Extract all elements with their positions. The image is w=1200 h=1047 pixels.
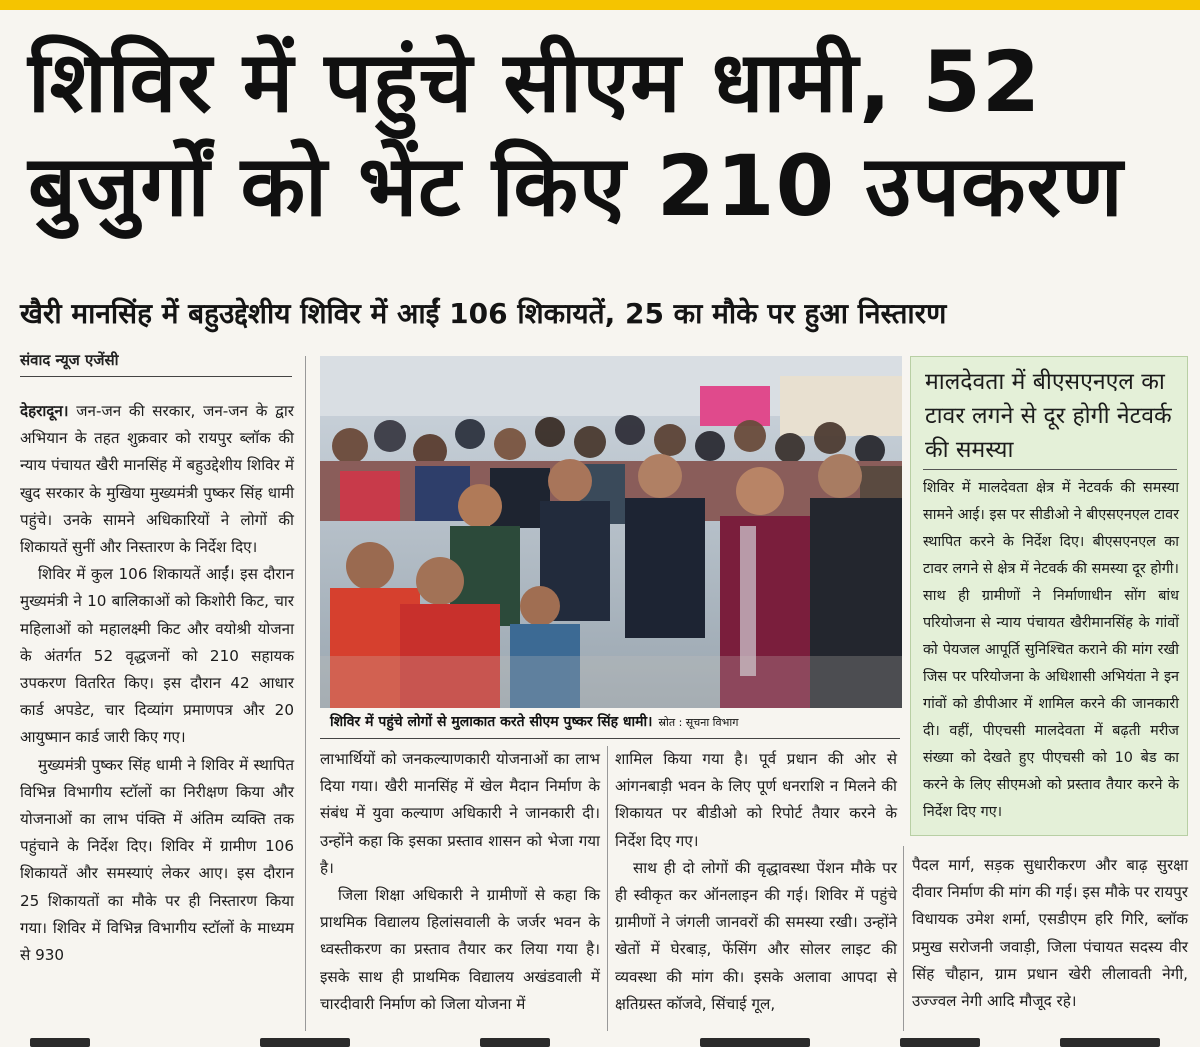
article-column-1 (20, 398, 294, 969)
cropped-next-headline (0, 1032, 1200, 1047)
sidebar-title: मालदेवता में बीएसएनएल का टावर लगने से दूर होगी नेटवर्क की समस्या (925, 369, 1172, 463)
sidebar-body: शिविर में मालदेवता क्षेत्र में नेटवर्क की समस्या सामने आई। इस पर सीडीओ ने बीएसएनएल टावर स्थापित करने के निर्देश दिए। बीएसएनएल का टावर लगने से क्षेत्र में नेटवर्क की समस्या दूर होगी। साथ ही ग्रामीणों ने निर्माणाधीन सोंग बांध परियोजना से न्याय पंचायत खैरीमानसिंह के गांवों को पेयजल आपूर्ति सुनिश्चित कराने की मांग रखी जिस पर परियोजना के अधिशासी अभियंता ने इन गांवों को डीपीआर में शामिल करने की जानकारी दी। वहीं, पीएचसी मालदेवता में बढ़ती मरीज संख्या को देखते हुए पीएचसी को 10 बेड का करने के लिए सीएमओ को प्रस्ताव तैयार करने के निर्देश दिए गए। (923, 480, 1179, 820)
paragraph-4: लाभार्थियों को जनकल्याणकारी योजनाओं का लाभ दिया गया। खैरी मानसिंह में खेल मैदान निर्माण के संबंध में युवा कल्याण अधिकारी ने जानकारी दी। उन्होंने कहा कि इसका प्रस्ताव शासन को भेजा गया है। (320, 750, 600, 877)
byline-rule (20, 376, 292, 377)
article-photo (320, 356, 902, 708)
paragraph-8: पैदल मार्ग, सड़क सुधारीकरण और बाढ़ सुरक्षा दीवार निर्माण की मांग की गई। इस मौके पर रायपुर विधायक उमेश शर्मा, एसडीएम हरि गिरि, ब्लॉक प्रमुख सरोजनी जवाड़ी, जिला पंचायत सदस्य वीर सिंह चौहान, ग्राम प्रधान खेरी लीलावती नेगी, उज्ज्वल नेगी आदि मौजूद रहे। (912, 856, 1188, 1011)
headline-line-2: बुजुर्गों को भेंट किए 210 उपकरण (28, 137, 1124, 235)
crowd-photo-illustration (320, 356, 902, 708)
top-color-strip (0, 0, 1200, 10)
paragraph-2: शिविर में कुल 106 शिकायतें आईं। इस दौरान मुख्यमंत्री ने 10 बालिकाओं को किशोरी किट, चार महिलाओं को महालक्ष्मी किट और वयोश्री योजना के अंतर्गत 52 वृद्धजनों को 210 सहायक उपकरण वितरित किए। इस दौरान 42 आधार कार्ड अपडेट, चार दिव्यांग प्रमाणपत्र और 20 आयुष्मान कार्ड जारी किए गए। (20, 565, 294, 747)
sidebar-box (910, 356, 1188, 836)
byline: संवाद न्यूज एजेंसी (20, 351, 119, 369)
article-column-4 (912, 852, 1188, 1015)
article-column-3 (615, 746, 897, 1018)
caption-rule (320, 738, 900, 739)
paragraph-5: जिला शिक्षा अधिकारी ने ग्रामीणों से कहा कि प्राथमिक विद्यालय हिलांसवाली के जर्जर भवन के ध्वस्तीकरण का प्रस्ताव तैयार कर लिया गया है। इसके साथ ही प्राथमिक विद्यालय अखंडवाली में चारदीवारी निर्माण को जिला योजना में (320, 886, 600, 1013)
paragraph-6: शामिल किया गया है। पूर्व प्रधान की ओर से आंगनबाड़ी भवन के लिए पूर्ण धनराशि न मिलने की शिकायत पर बीडीओ को रिपोर्ट तैयार करने के निर्देश दिए गए। (615, 750, 897, 850)
column-divider (305, 356, 306, 1031)
paragraph-1-text: जन-जन की सरकार, जन-जन के द्वार अभियान के तहत शुक्रवार को रायपुर ब्लॉक की न्याय पंचायत खैरी मानसिंह में बहुउद्देशीय शिविर में खुद सरकार के मुखिया मुख्यमंत्री पुष्कर सिंह धामी पहुंचे। उनके सामने अधिकारियों ने लोगों की शिकायतें सुनीं और निस्तारण के निर्देश दिए। (20, 402, 294, 557)
paragraph-1 (20, 398, 294, 561)
paragraph-3: मुख्यमंत्री पुष्कर सिंह धामी ने शिविर में स्थापित विभिन्न विभागीय स्टॉलों का निरीक्षण किया और योजनाओं का लाभ पंक्ति में अंतिम व्यक्ति तक पहुंचाने के निर्देश दिए। शिविर में ग्रामीण 106 शिकायतें और समस्याएं लेकर आए। इस दौरान 25 शिकायतों का मौके पर ही निस्तारण किया गया। शिविर में विभिन्न विभागीय स्टॉलों के माध्यम से 930 (20, 755, 294, 965)
sidebar-rule (923, 469, 1177, 470)
photo-source: स्रोत : सूचना विभाग (658, 716, 739, 729)
column-divider (607, 746, 608, 1031)
column-divider (903, 846, 904, 1031)
article-column-2 (320, 746, 600, 1018)
caption-text: शिविर में पहुंचे लोगों से मुलाकात करते सीएम पुष्कर सिंह धामी। (330, 714, 653, 730)
dateline: देहरादून। (20, 402, 69, 420)
headline-line-1: शिविर में पहुंचे सीएम धामी, 52 (28, 33, 1042, 131)
photo-caption (330, 712, 900, 731)
paragraph-7: साथ ही दो लोगों की वृद्धावस्था पेंशन मौके पर ही स्वीकृत कर ऑनलाइन की गई। शिविर में पहुंचे ग्रामीणों ने जंगली जानवरों की समस्या रखी। उन्होंने खेतों में घेरबाड़, फेंसिंग और सोलर लाइट की व्यवस्था की मांग की। इसके अलावा आपदा से क्षतिग्रस्त कॉजवे, सिंचाई गूल, (615, 858, 897, 1013)
subheadline: खैरी मानसिंह में बहुउद्देशीय शिविर में आईं 106 शिकायतें, 25 का मौके पर हुआ निस्तारण (20, 297, 947, 330)
